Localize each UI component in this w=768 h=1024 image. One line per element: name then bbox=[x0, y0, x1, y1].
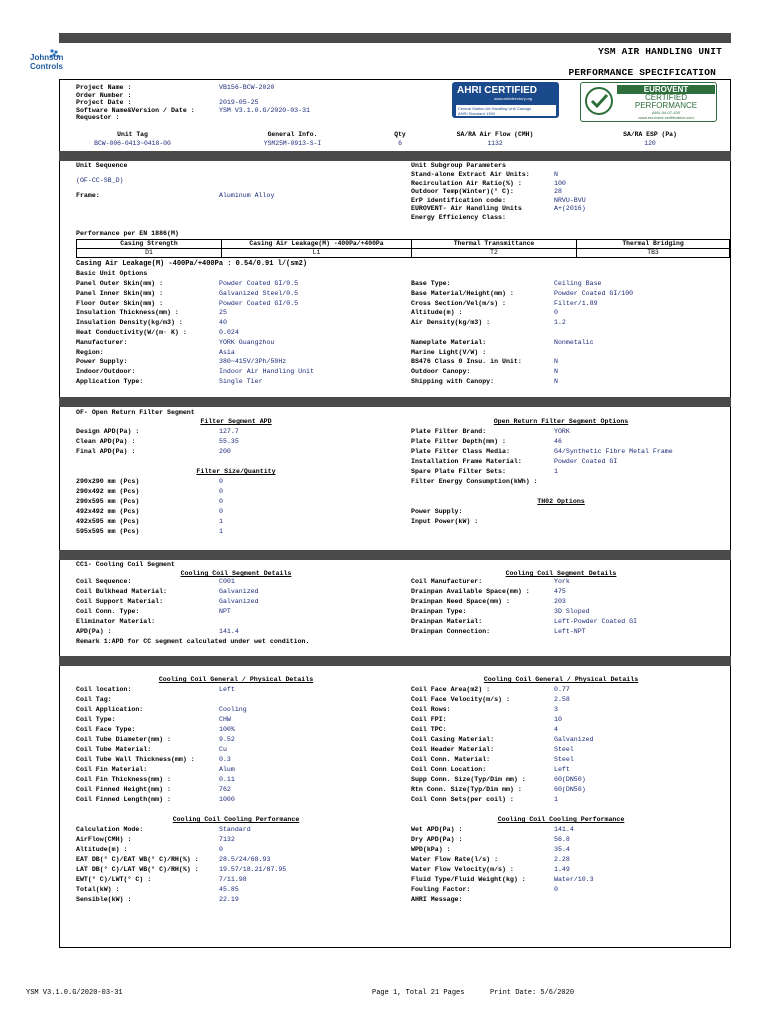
basic-right-label: Air Density(kg/m3) : bbox=[411, 319, 491, 327]
perf-right-value: 56.8 bbox=[554, 836, 570, 843]
frame-label: Frame: bbox=[76, 192, 100, 199]
unit-sequence-value: (OF-CC-SB_D) bbox=[76, 177, 124, 184]
filter-option-label: Plate Filter Depth(mm) : bbox=[411, 438, 506, 445]
filter-size-label: 492x595 mm (Pcs) bbox=[76, 518, 140, 525]
filter-size-label: 492x492 mm (Pcs) bbox=[76, 508, 140, 515]
unit-tag-table bbox=[60, 131, 730, 149]
general-left-label: Coil location: bbox=[76, 686, 132, 693]
basic-right-value: Filter/1.89 bbox=[554, 299, 598, 307]
general-left-value: CHW bbox=[219, 716, 231, 723]
basic-right-value: 1.2 bbox=[554, 319, 566, 327]
filter-section bbox=[59, 407, 731, 550]
basic-left-label: Application Type: bbox=[76, 378, 144, 385]
general-left-value: Cu bbox=[219, 746, 227, 753]
basic-right-label: Base Type: bbox=[411, 280, 451, 287]
general-info-value: YSM25M-0913-S-I bbox=[263, 140, 322, 148]
certified-word: CERTIFIED bbox=[644, 93, 688, 102]
subgroup-label: Stand-alone Extract Air Units: bbox=[411, 171, 530, 178]
general-right-label: Coil Face Area(m2) : bbox=[411, 686, 491, 693]
basic-right-value: 0 bbox=[554, 309, 558, 317]
coil-left-value: Galvanized bbox=[219, 598, 259, 605]
general-right-value: 60(DN50) bbox=[554, 786, 586, 793]
col-qty: Qty bbox=[394, 131, 406, 139]
logo-text bbox=[30, 53, 63, 71]
filter-option-label: Installation Frame Material: bbox=[411, 458, 522, 465]
th02-option-label: Power Supply: bbox=[411, 508, 463, 515]
general-left-value: 100% bbox=[219, 726, 235, 733]
basic-right-label: Cross Section/Vel(m/s) : bbox=[411, 299, 506, 307]
filter-option-value: Powder Coated GI bbox=[554, 458, 618, 465]
performance-heading-right: Cooling Coil Cooling Performance bbox=[497, 816, 625, 823]
frame-value: Aluminum Alloy bbox=[219, 192, 275, 199]
filter-size-label: 595x595 mm (Pcs) bbox=[76, 528, 140, 535]
perf-right-label: Water Flow Velocity(m/s) : bbox=[411, 866, 514, 873]
filter-option-value: 46 bbox=[554, 438, 562, 445]
filter-size-label: 290x595 mm (Pcs) bbox=[76, 498, 140, 505]
general-heading-right: Cooling Coil General / Physical Details bbox=[483, 676, 639, 683]
coil-left-label: Coil Support Material: bbox=[76, 598, 164, 605]
perf-left-label: Calculation Mode: bbox=[76, 826, 144, 833]
general-right-value: 0.77 bbox=[554, 686, 570, 693]
logo-word-2: Controls bbox=[30, 62, 63, 71]
perf-left-label: Sensible(kW) : bbox=[76, 896, 132, 903]
perf-left-label: EAT DB(° C)/EAT WB(° C)/RH(%) : bbox=[76, 856, 199, 863]
basic-left-value: Indoor Air Handling Unit bbox=[219, 368, 314, 376]
basic-right-label: Shipping with Canopy: bbox=[411, 378, 495, 385]
coil-right-value: 475 bbox=[554, 588, 566, 595]
general-left-value: Cooling bbox=[219, 706, 247, 713]
general-right-value: 3 bbox=[554, 706, 558, 713]
general-left-value: 1000 bbox=[219, 796, 235, 803]
basic-left-value: Single Tier bbox=[219, 378, 263, 385]
general-left-label: Coil Tube Material: bbox=[76, 746, 152, 753]
filter-apd-value: 127.7 bbox=[219, 428, 239, 435]
unit-tag-value: BCW-006-0413~0418-00 bbox=[94, 140, 171, 148]
col-airflow: SA/RA Air Flow (CMH) bbox=[456, 131, 534, 139]
basic-left-label: Manufacturer: bbox=[76, 338, 128, 346]
filter-size-heading: Filter Size/Quantity bbox=[196, 468, 276, 475]
eurovent-url: www.eurovent-certification.com bbox=[638, 115, 694, 120]
coil-left-label: APD(Pa) : bbox=[76, 628, 112, 635]
project-info-value: VB156-BCW-2020 bbox=[219, 84, 275, 91]
coil-details-heading-left: Cooling Coil Segment Details bbox=[180, 570, 292, 577]
perf-right-label: AHRI Message: bbox=[411, 896, 463, 903]
general-right-label: Coil Face Velocity(m/s) : bbox=[411, 696, 510, 703]
basic-left-label: Floor Outer Skin(mm) : bbox=[76, 299, 164, 307]
eurovent-word: EUROVENT bbox=[617, 85, 715, 94]
perf-right-label: Fluid Type/Fluid Weight(kg) : bbox=[411, 876, 526, 883]
subgroup-label: Energy Efficiency Class: bbox=[411, 213, 506, 221]
general-right-label: Rtn Conn. Size(Typ/Dim mm) : bbox=[411, 786, 522, 793]
coil-general-section bbox=[59, 666, 731, 948]
basic-left-label: Heat Conductivity(W/(m· K) : bbox=[76, 329, 187, 336]
section-bar-general bbox=[59, 656, 731, 666]
basic-left-value: 40 bbox=[219, 319, 227, 327]
general-left-label: Coil Finned Height(mm) : bbox=[76, 786, 171, 793]
perf-left-label: Total(kW) : bbox=[76, 886, 120, 893]
project-info-label: Software Name&Version / Date : bbox=[76, 106, 195, 114]
coil-right-label: Drainpan Need Space(mm) : bbox=[411, 598, 510, 605]
col-general-info: General Info. bbox=[267, 131, 318, 139]
perf-left-label: Altitude(m) : bbox=[76, 846, 128, 853]
general-left-value: 762 bbox=[219, 786, 231, 793]
perf-left-label: AirFlow(CMH) : bbox=[76, 836, 132, 843]
general-left-label: Coil Face Type: bbox=[76, 726, 136, 733]
basic-right-label: Altitude(m) : bbox=[411, 309, 463, 317]
perf-right-label: Water Flow Rate(l/s) : bbox=[411, 856, 499, 863]
general-right-label: Coil Conn Location: bbox=[411, 766, 487, 773]
coil-left-label: Coil Bulkhead Material: bbox=[76, 588, 168, 595]
general-left-value: 9.52 bbox=[219, 736, 235, 743]
subgroup-value: A+(2016) bbox=[554, 205, 586, 212]
general-right-value: Galvanized bbox=[554, 736, 594, 743]
general-left-label: Coil Tag: bbox=[76, 696, 112, 703]
basic-right-label: Nameplate Material: bbox=[411, 338, 487, 346]
perf-left-label: LAT DB(° C)/LAT WB(° C)/RH(%) : bbox=[76, 866, 199, 873]
perf-right-value: 0 bbox=[554, 886, 558, 893]
en1886-header-row bbox=[77, 240, 730, 249]
subgroup-label: Outdoor Temp(Winter)(° C): bbox=[411, 188, 514, 195]
perf-left-value: 19.57/18.21/87.95 bbox=[219, 866, 287, 873]
ahri-url: www.ahridirectory.org bbox=[494, 96, 533, 101]
en1886-value-row bbox=[77, 249, 730, 258]
perf-left-value: 22.19 bbox=[219, 896, 239, 903]
filter-apd-label: Design APD(Pa) : bbox=[76, 428, 140, 435]
perf-left-value: 0 bbox=[219, 846, 223, 853]
unit-tag-value-row bbox=[60, 140, 730, 149]
perf-right-value: 141.4 bbox=[554, 826, 574, 833]
section-bar-filter bbox=[59, 397, 731, 407]
filter-apd-label: Final APD(Pa) : bbox=[76, 448, 136, 455]
thermal-bridging-header: Thermal Bridging bbox=[577, 240, 730, 249]
footer-print-date: Print Date: 5/6/2020 bbox=[490, 989, 575, 997]
filter-size-label: 290x290 mm (Pcs) bbox=[76, 478, 140, 485]
basic-right-label: BS476 Class 0 Insu. in Unit: bbox=[411, 358, 522, 366]
general-left-label: Coil Finned Length(mm) : bbox=[76, 796, 171, 803]
basic-left-label: Insulation Thickness(mm) : bbox=[76, 309, 179, 317]
unit-section bbox=[59, 161, 731, 397]
general-right-value: 4 bbox=[554, 726, 558, 733]
basic-left-value: Powder Coated GI/0.5 bbox=[219, 299, 299, 307]
project-info-label: Project Date : bbox=[76, 99, 132, 106]
general-right-label: Supp Conn. Size(Typ/Dim mm) : bbox=[411, 776, 526, 783]
basic-left-label: Panel Outer Skin(mm) : bbox=[76, 280, 164, 287]
ahri-title: AHRI CERTIFIED bbox=[457, 85, 537, 96]
header-top-bar bbox=[59, 33, 731, 43]
col-unit-tag: Unit Tag bbox=[117, 131, 148, 139]
section-bar-unit bbox=[59, 151, 731, 161]
general-left-label: Coil Tube Diameter(mm) : bbox=[76, 736, 171, 743]
basic-right-value: N bbox=[554, 358, 558, 366]
performance-word: PERFORMANCE bbox=[634, 101, 698, 110]
filter-option-value: 1 bbox=[554, 468, 558, 475]
basic-right-label: Outdoor Canopy: bbox=[411, 368, 471, 376]
perf-left-value: 45.85 bbox=[219, 886, 239, 893]
thermal-transmittance-value: T2 bbox=[412, 249, 577, 258]
subgroup-label: Recirculation Air Ratio(%) : bbox=[411, 179, 522, 187]
general-right-value: Steel bbox=[554, 756, 574, 763]
coil-right-label: Drainpan Type: bbox=[411, 608, 467, 615]
ahri-line-2: AHRI Standard 1350 bbox=[458, 111, 495, 116]
coil-right-value: 203 bbox=[554, 598, 566, 605]
perf-left-label: EWT(° C)/LWT(° C) : bbox=[76, 876, 152, 883]
general-right-label: Coil TPC: bbox=[411, 726, 447, 733]
basic-left-label: Indoor/Outdoor: bbox=[76, 368, 136, 376]
filter-apd-value: 200 bbox=[219, 448, 231, 455]
perf-left-value: Standard bbox=[219, 826, 251, 833]
air-leakage-value: L1 bbox=[222, 249, 412, 258]
general-right-value: 2.58 bbox=[554, 696, 570, 703]
general-right-label: Coil Conn Sets(per coil) : bbox=[411, 796, 514, 803]
filter-option-label: Plate Filter Class Media: bbox=[411, 448, 510, 455]
footer-version: YSM V3.1.0.G/2020-03-31 bbox=[26, 989, 123, 997]
perf-left-value: 7132 bbox=[219, 836, 235, 843]
coil-right-value: 3D Sloped bbox=[554, 608, 590, 615]
filter-option-label: Spare Plate Filter Sets: bbox=[411, 468, 506, 475]
filter-section-title: OF- Open Return Filter Segment bbox=[76, 409, 195, 416]
coil-right-label: Drainpan Available Space(mm) : bbox=[411, 588, 530, 595]
th02-options-heading: TH02 Options bbox=[537, 498, 585, 505]
general-right-value: Left bbox=[554, 766, 570, 773]
filter-option-value: G4/Synthetic Fibre Metal Frame bbox=[554, 448, 673, 455]
basic-left-value: 380~415V/3Ph/50Hz bbox=[219, 358, 287, 366]
project-info-value: 2019-05-25 bbox=[219, 99, 259, 106]
filter-apd-label: Clean APD(Pa) : bbox=[76, 438, 136, 445]
perf-right-value: 35.4 bbox=[554, 846, 570, 853]
basic-left-value: YORK Guangzhou bbox=[219, 338, 275, 346]
coil-right-value: York bbox=[554, 578, 570, 585]
basic-right-value: Nonmetalic bbox=[554, 338, 594, 346]
coil-left-value: 141.4 bbox=[219, 628, 239, 635]
perf-right-value: 1.49 bbox=[554, 866, 570, 873]
airflow-value: 1132 bbox=[487, 140, 503, 148]
perf-right-value: Water/10.3 bbox=[554, 876, 594, 883]
general-right-value: 60(DN50) bbox=[554, 776, 586, 783]
perf-left-value: 7/11.98 bbox=[219, 876, 247, 883]
basic-left-value: Asia bbox=[219, 348, 235, 356]
coil-right-value: Left-NPT bbox=[554, 628, 586, 635]
filter-options-heading: Open Return Filter Segment Options bbox=[493, 418, 629, 425]
general-left-value: 0.3 bbox=[219, 756, 231, 763]
subgroup-value: 28 bbox=[554, 188, 562, 195]
performance-heading-left: Cooling Coil Cooling Performance bbox=[172, 816, 300, 823]
basic-left-value: 0.024 bbox=[219, 329, 239, 336]
basic-right-value: Powder Coated GI/100 bbox=[554, 289, 634, 297]
esp-value: 120 bbox=[644, 140, 656, 148]
footer-page-count: Page 1, Total 21 Pages bbox=[372, 989, 465, 997]
basic-left-label: Panel Inner Skin(mm) : bbox=[76, 289, 164, 297]
general-right-value: Steel bbox=[554, 746, 574, 753]
doc-title-1: YSM AIR HANDLING UNIT bbox=[598, 46, 722, 57]
filter-size-value: 1 bbox=[219, 528, 223, 535]
doc-title-2: PERFORMANCE SPECIFICATION bbox=[568, 67, 716, 78]
coil-details-heading-right: Cooling Coil Segment Details bbox=[505, 570, 617, 577]
qty-value: 6 bbox=[398, 140, 402, 148]
coil-left-value: NPT bbox=[219, 608, 231, 615]
filter-size-value: 1 bbox=[219, 518, 223, 525]
general-right-label: Coil Header Material: bbox=[411, 746, 495, 753]
basic-right-value: N bbox=[554, 368, 558, 376]
coil-left-label: Coil Sequence: bbox=[76, 578, 132, 585]
perf-right-label: WPD(kPa) : bbox=[411, 846, 451, 853]
project-info-value: YSM V3.1.0.G/2020-03-31 bbox=[219, 106, 311, 114]
coil-left-label: Eliminator Material: bbox=[76, 618, 156, 625]
ahri-line-1: Central Station Air-Handling Unit Casings bbox=[458, 106, 532, 111]
filter-size-value: 0 bbox=[219, 488, 223, 495]
filter-option-label: Plate Filter Brand: bbox=[411, 428, 487, 435]
eurovent-cert-number: AHU-04-07-430 bbox=[651, 110, 680, 115]
general-right-value: 10 bbox=[554, 716, 562, 723]
filter-size-label: 290x492 mm (Pcs) bbox=[76, 488, 140, 495]
project-info-label: Project Name : bbox=[76, 84, 132, 91]
project-info-label: Order Number : bbox=[76, 91, 132, 99]
basic-left-value: Galvanized Steel/0.5 bbox=[219, 289, 299, 297]
coil-left-value: Galvanized bbox=[219, 588, 259, 595]
perf-right-label: Dry APD(Pa) : bbox=[411, 836, 463, 843]
basic-right-value: Ceiling Base bbox=[554, 280, 602, 287]
perf-left-value: 28.5/24/68.93 bbox=[219, 856, 271, 863]
casing-strength-header: Casing Strength bbox=[77, 240, 222, 249]
general-left-label: Coil Application: bbox=[76, 706, 144, 713]
subgroup-label: ErP identification code: bbox=[411, 196, 506, 204]
general-left-label: Coil Tube Wall Thickness(mm) : bbox=[76, 756, 195, 763]
project-info-label: Requestor : bbox=[76, 114, 120, 121]
th02-option-label: Input Power(kW) : bbox=[411, 518, 479, 525]
coil-right-label: Drainpan Connection: bbox=[411, 628, 491, 635]
general-right-label: Coil Casing Material: bbox=[411, 736, 495, 743]
casing-leakage-line: Casing Air Leakage(M) -400Pa/+400Pa : 0.54/0.91 l/(sm2) bbox=[76, 260, 308, 268]
general-left-value: Alum bbox=[219, 766, 235, 773]
coil-right-value: Left-Powder Coated GI bbox=[554, 618, 638, 625]
general-heading-left: Cooling Coil General / Physical Details bbox=[158, 676, 314, 683]
general-left-label: Coil Type: bbox=[76, 716, 116, 723]
filter-option-value: YORK bbox=[554, 428, 570, 435]
air-leakage-header: Casing Air Leakage(M) -400Pa/+400Pa bbox=[222, 240, 412, 249]
coil-left-label: Coil Conn. Type: bbox=[76, 608, 140, 615]
general-left-value: Left bbox=[219, 686, 235, 693]
basic-left-label: Power Supply: bbox=[76, 358, 128, 366]
subgroup-title: Unit Subgroup Parameters bbox=[411, 162, 506, 169]
filter-size-value: 0 bbox=[219, 498, 223, 505]
basic-left-label: Insulation Density(kg/m3) : bbox=[76, 319, 183, 327]
filter-size-value: 0 bbox=[219, 508, 223, 515]
thermal-transmittance-header: Thermal Transmittance bbox=[412, 240, 577, 249]
coil-remark: Remark 1:APD for CC segment calculated under wet condition. bbox=[76, 638, 310, 645]
subgroup-value: 100 bbox=[554, 179, 566, 187]
perf-right-label: Wet APD(Pa) : bbox=[411, 826, 463, 833]
coil-right-label: Coil Manufacturer: bbox=[411, 578, 483, 585]
general-right-label: Coil Rows: bbox=[411, 706, 451, 713]
perf-en1886-title: Performance per EN 1886(M) bbox=[76, 230, 179, 237]
unit-sequence-title: Unit Sequence bbox=[76, 162, 128, 169]
general-right-value: 1 bbox=[554, 796, 558, 803]
thermal-bridging-value: TB3 bbox=[577, 249, 730, 258]
basic-options-title: Basic Unit Options bbox=[76, 270, 148, 277]
casing-strength-value: D1 bbox=[77, 249, 222, 258]
general-left-value: 0.11 bbox=[219, 776, 235, 783]
filter-option-label: Filter Energy Consumption(kWh) : bbox=[411, 478, 538, 485]
filter-apd-heading: Filter Segment APD bbox=[200, 418, 272, 425]
basic-left-value: 25 bbox=[219, 309, 227, 317]
general-right-label: Coil Conn. Material: bbox=[411, 756, 491, 763]
col-esp: SA/RA ESP (Pa) bbox=[623, 131, 677, 139]
basic-right-value: N bbox=[554, 378, 558, 385]
coil-section-title: CC1- Cooling Coil Segment bbox=[76, 561, 175, 568]
general-left-label: Coil Fin Material: bbox=[76, 766, 148, 773]
basic-right-label: Marine Light(V/W) : bbox=[411, 348, 487, 356]
section-bar-coil bbox=[59, 550, 731, 560]
filter-size-value: 0 bbox=[219, 478, 223, 485]
coil-right-label: Drainpan Material: bbox=[411, 618, 483, 625]
subgroup-value: NRVU-BVU bbox=[554, 196, 586, 204]
basic-left-label: Region: bbox=[76, 348, 104, 356]
general-right-label: Coil FPI: bbox=[411, 716, 447, 723]
logo-word-1: Johnson bbox=[30, 53, 64, 62]
subgroup-value: N bbox=[554, 171, 558, 178]
basic-right-label: Base Material/Height(mm) : bbox=[411, 289, 514, 297]
filter-apd-value: 55.35 bbox=[219, 438, 239, 445]
general-left-label: Coil Fin Thickness(mm) : bbox=[76, 776, 171, 783]
en1886-table bbox=[76, 239, 730, 258]
subgroup-label: EUROVENT- Air Handling Units bbox=[411, 205, 522, 212]
coil-left-value: C001 bbox=[219, 578, 235, 585]
perf-right-value: 2.28 bbox=[554, 856, 570, 863]
unit-tag-header-row bbox=[60, 131, 730, 140]
perf-right-label: Fouling Factor: bbox=[411, 886, 471, 893]
basic-left-value: Powder Coated GI/0.5 bbox=[219, 280, 299, 287]
